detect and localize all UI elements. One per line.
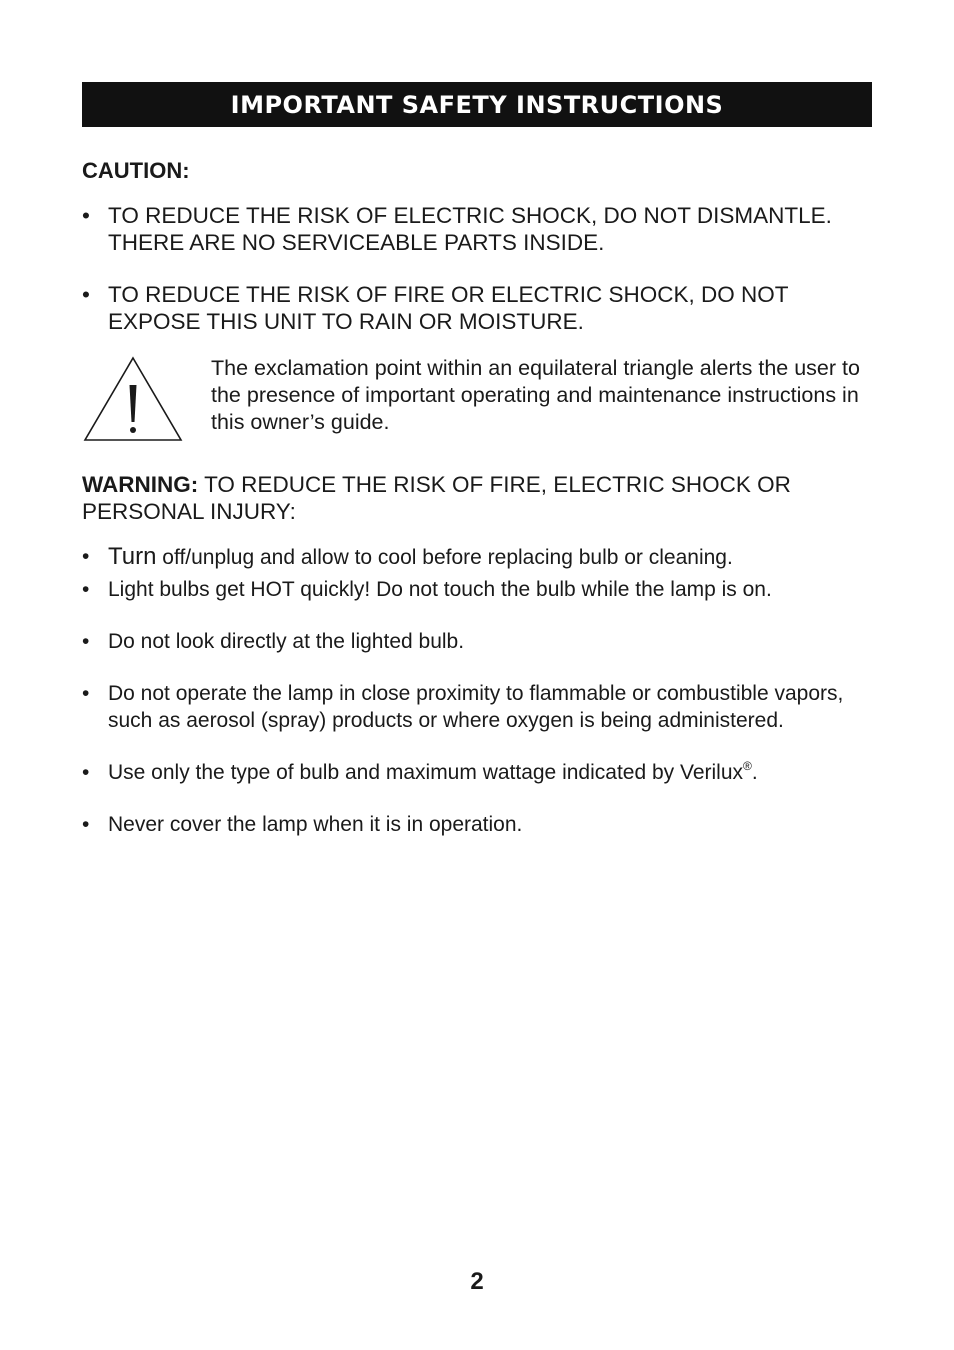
symbol-explanation-text: The exclamation point within an equilateral triangle alerts the user to the presence of important operating and maintenance instructions in this owner’s guide.	[211, 356, 860, 434]
warning-item	[82, 576, 872, 603]
caution-item	[82, 281, 872, 335]
warning-item-text: Never cover the lamp when it is in operation.	[108, 813, 523, 836]
warning-item	[82, 628, 872, 655]
warning-label: WARNING:	[82, 472, 199, 497]
warning-item-text: Use only the type of bulb and maximum wattage indicated by Verilux	[108, 761, 744, 784]
registered-mark: ®	[743, 759, 752, 773]
warning-item	[82, 543, 872, 571]
manual-page	[82, 82, 872, 838]
bullet-icon: •	[82, 282, 90, 307]
warning-paragraph	[82, 471, 872, 525]
bullet-icon: •	[82, 630, 90, 653]
warning-item	[82, 680, 872, 734]
warning-item-text: off/unplug and allow to cool before replacing bulb or cleaning.	[156, 546, 733, 569]
caution-item-text: TO REDUCE THE RISK OF FIRE OR ELECTRIC SHOCK, DO NOT EXPOSE THIS UNIT TO RAIN OR MOISTURE.	[108, 282, 789, 334]
page-number: 2	[470, 1268, 484, 1295]
warning-item-lead: Turn	[108, 543, 157, 570]
warning-item	[82, 759, 872, 786]
section-title: IMPORTANT SAFETY INSTRUCTIONS	[230, 90, 724, 119]
symbol-explanation	[82, 355, 872, 445]
bullet-icon: •	[82, 578, 90, 601]
section-title-bar	[82, 82, 872, 127]
caution-heading: CAUTION:	[82, 158, 190, 183]
warning-item	[82, 811, 872, 838]
bullet-icon: •	[82, 813, 90, 836]
warning-triangle-icon	[82, 355, 184, 445]
warning-item-text-end: .	[751, 761, 758, 784]
warning-item-text: Light bulbs get HOT quickly! Do not touch the bulb while the lamp is on.	[108, 578, 772, 601]
bullet-icon: •	[82, 203, 90, 228]
warning-text: TO REDUCE THE RISK OF FIRE, ELECTRIC SHOCK OR PERSONAL INJURY:	[82, 472, 791, 524]
caution-item-text: TO REDUCE THE RISK OF ELECTRIC SHOCK, DO NOT DISMANTLE. THERE ARE NO SERVICEABLE PARTS INSIDE.	[108, 203, 832, 255]
bullet-icon: •	[82, 761, 90, 784]
bullet-icon: •	[82, 545, 90, 568]
bullet-icon: •	[82, 682, 90, 705]
warning-item-text: Do not look directly at the lighted bulb.	[108, 630, 465, 653]
caution-item	[82, 202, 872, 256]
warning-item-text: Do not operate the lamp in close proximity to flammable or combustible vapors, such as aerosol (spray) products or where oxygen is being administered.	[108, 682, 844, 732]
